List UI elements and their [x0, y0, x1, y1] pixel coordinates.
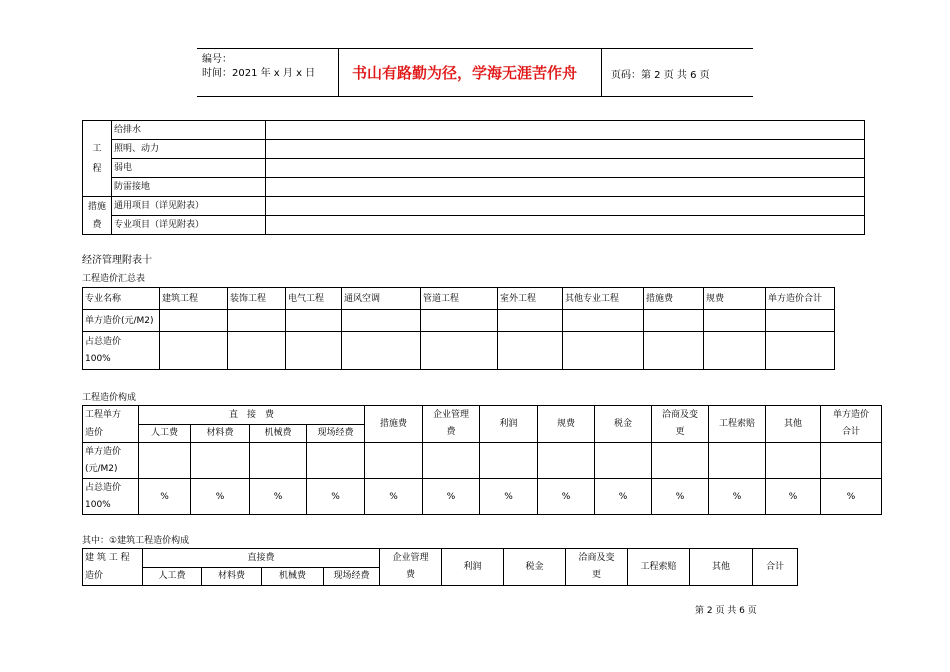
percent-cell: %	[595, 479, 652, 515]
percent-cell: %	[139, 479, 191, 515]
engineering-table	[82, 120, 865, 235]
change-order-header: 洽商及变 更	[652, 406, 709, 443]
percent-cell: %	[709, 479, 766, 515]
building-site-cost-header: 现场经费	[324, 567, 380, 586]
item-lighting: 照明、动力	[112, 140, 266, 159]
building-labor-header: 人工费	[143, 567, 202, 586]
header-outdoor: 室外工程	[498, 288, 563, 310]
group-engineering-label: 工 程	[83, 121, 112, 197]
building-cost-table	[82, 548, 798, 586]
percent-cell: %	[538, 479, 595, 515]
item-general: 通用项目（详见附表）	[112, 197, 266, 216]
header-bottom-rule	[197, 96, 753, 97]
direct-cost-header: 直 接 费	[139, 406, 365, 425]
percent-cell: %	[652, 479, 709, 515]
material-header: 材料费	[191, 424, 250, 443]
header-top-rule	[197, 48, 753, 49]
item-water: 给排水	[112, 121, 266, 140]
unit-cost-header: 工程单方 造价	[83, 406, 139, 443]
header-motto: 书山有路勤为径，学海无涯苦作舟	[352, 64, 578, 82]
header-pipe: 管道工程	[421, 288, 498, 310]
building-enterprise-mgmt-header: 企业管理 费	[380, 549, 442, 586]
header-divider-right	[601, 48, 602, 96]
building-cost-header: 建 筑 工 程 造价	[83, 549, 143, 586]
group-measures-label: 措施 费	[83, 197, 112, 235]
header-hvac: 通风空调	[342, 288, 421, 310]
header-number-label: 编号：	[202, 54, 232, 65]
building-tax-header: 税金	[504, 549, 566, 586]
cost-composition-table	[82, 405, 882, 515]
percent-cell: %	[766, 479, 821, 515]
building-change-order-header: 洽商及变 更	[566, 549, 628, 586]
header-decoration: 装饰工程	[228, 288, 286, 310]
section1-subtitle: 工程造价汇总表	[82, 274, 146, 284]
fees-header: 规费	[538, 406, 595, 443]
claims-header: 工程索赔	[709, 406, 766, 443]
section2-title: 工程造价构成	[82, 393, 137, 403]
percent-cell: %	[821, 479, 882, 515]
percent-cell: %	[250, 479, 307, 515]
item-weak-current: 弱电	[112, 159, 266, 178]
header-specialty: 专业名称	[83, 288, 160, 310]
percent-cell: %	[191, 479, 250, 515]
machinery-header: 机械费	[250, 424, 307, 443]
profit-header: 利润	[480, 406, 538, 443]
summary-table	[82, 287, 835, 370]
header-measures: 措施费	[644, 288, 704, 310]
labor-header: 人工费	[139, 424, 191, 443]
tax-header: 税金	[595, 406, 652, 443]
building-other-header: 其他	[690, 549, 753, 586]
building-profit-header: 利润	[442, 549, 504, 586]
section1-title: 经济管理附表十	[82, 255, 152, 266]
header-page-label: 页码：第 2 页 共 6 页	[611, 70, 710, 81]
other-header: 其他	[766, 406, 821, 443]
row-percent-label: 占总造价 100%	[83, 332, 160, 370]
site-cost-header: 现场经费	[307, 424, 365, 443]
percent-cell: %	[480, 479, 538, 515]
header-other-specialty: 其他专业工程	[563, 288, 644, 310]
building-direct-cost-header: 直接费	[143, 549, 380, 568]
unit-cost-row-label: 单方造价 (元/M2)	[83, 443, 139, 479]
unit-total-header: 单方造价 合计	[821, 406, 882, 443]
percent-cell: %	[365, 479, 423, 515]
header-divider-left	[338, 48, 339, 96]
percent-cell: %	[307, 479, 365, 515]
footer-page-number: 第 2 页 共 6 页	[695, 606, 757, 616]
header-time-label: 时间：2021 年 x 月 x 日	[202, 68, 316, 79]
building-total-header: 合计	[753, 549, 798, 586]
building-machinery-header: 机械费	[262, 567, 324, 586]
measures-header: 措施费	[365, 406, 423, 443]
percent-cell: %	[423, 479, 480, 515]
enterprise-mgmt-header: 企业管理 费	[423, 406, 480, 443]
building-material-header: 材料费	[202, 567, 262, 586]
percent-row-label: 占总造价 100%	[83, 479, 139, 515]
header-unit-total: 单方造价合计	[766, 288, 835, 310]
item-lightning: 防雷接地	[112, 178, 266, 197]
header-building: 建筑工程	[160, 288, 228, 310]
header-fees: 规费	[704, 288, 766, 310]
header-electrical: 电气工程	[286, 288, 342, 310]
building-claims-header: 工程索赔	[628, 549, 690, 586]
section3-title: 其中：①建筑工程造价构成	[82, 536, 190, 546]
row-unit-cost-label: 单方造价(元/M2)	[83, 310, 160, 332]
item-special: 专业项目（详见附表）	[112, 216, 266, 235]
